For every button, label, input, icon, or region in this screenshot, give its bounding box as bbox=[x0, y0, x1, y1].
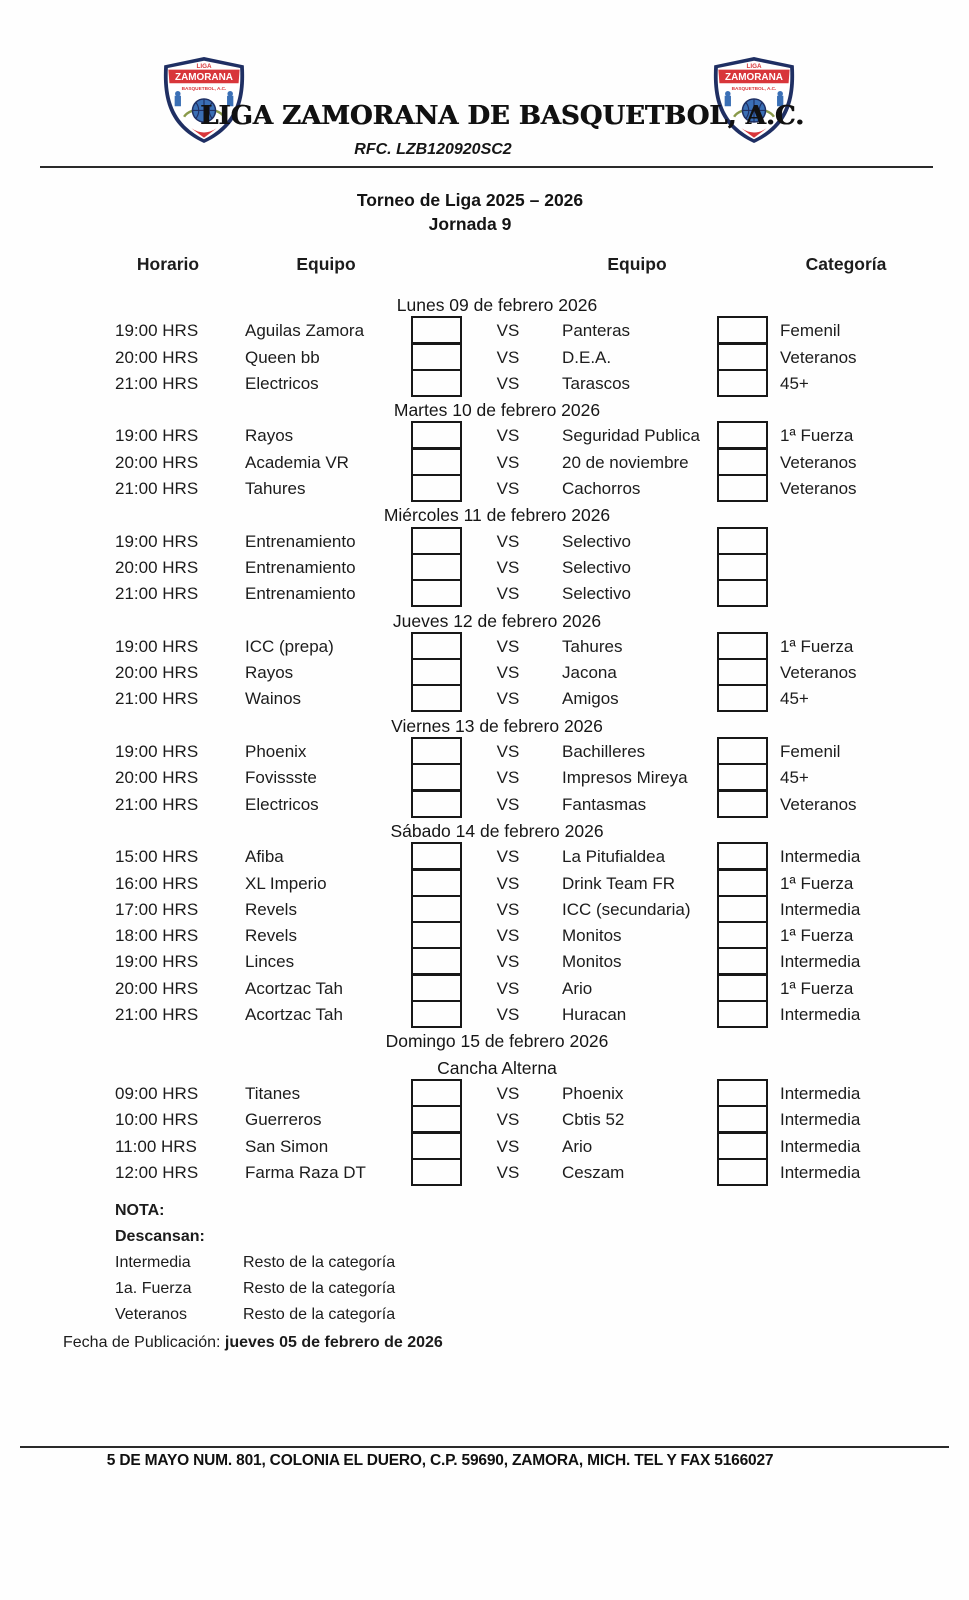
match-category: 45+ bbox=[780, 768, 809, 788]
vs-label: VS bbox=[496, 1136, 520, 1156]
away-score-box bbox=[717, 1105, 768, 1133]
match-row bbox=[0, 371, 969, 397]
home-team: Acortzac Tah bbox=[245, 978, 343, 998]
match-row bbox=[0, 792, 969, 818]
day-date: Miércoles 11 de febrero 2026 bbox=[383, 505, 611, 526]
match-time: 11:00 HRS bbox=[115, 1136, 197, 1156]
svg-text:BASQUETBOL, A.C.: BASQUETBOL, A.C. bbox=[181, 86, 227, 92]
home-team: Phoenix bbox=[245, 742, 307, 762]
svg-text:ZAMORANA: ZAMORANA bbox=[175, 72, 233, 84]
home-score-box bbox=[411, 737, 462, 765]
home-team: Titanes bbox=[245, 1083, 301, 1103]
match-row bbox=[0, 1160, 969, 1186]
vs-label: VS bbox=[496, 689, 520, 709]
match-row bbox=[0, 686, 969, 712]
match-time: 17:00 HRS bbox=[115, 899, 199, 919]
match-category: Intermedia bbox=[780, 899, 861, 919]
home-team: Acortzac Tah bbox=[245, 1005, 343, 1025]
away-team: Selectivo bbox=[562, 531, 631, 551]
day-date: Jueves 12 de febrero 2026 bbox=[392, 610, 602, 631]
away-team: Panteras bbox=[562, 321, 631, 341]
match-time: 19:00 HRS bbox=[115, 636, 199, 656]
home-score-box bbox=[411, 921, 462, 949]
home-team: ICC (prepa) bbox=[245, 636, 334, 656]
home-team: Afiba bbox=[245, 847, 284, 867]
away-score-box bbox=[717, 369, 768, 397]
away-score-box bbox=[717, 947, 768, 975]
away-team: Selectivo bbox=[562, 584, 631, 604]
match-time: 21:00 HRS bbox=[115, 373, 199, 393]
col-header-horario: Horario bbox=[136, 254, 200, 274]
match-category: Intermedia bbox=[780, 1136, 861, 1156]
away-team: Tarascos bbox=[562, 373, 631, 393]
vs-label: VS bbox=[496, 663, 520, 683]
match-time: 18:00 HRS bbox=[115, 926, 199, 946]
day-header-row bbox=[0, 1055, 969, 1081]
match-time: 10:00 HRS bbox=[115, 1110, 199, 1130]
match-row bbox=[0, 660, 969, 686]
away-team: Jacona bbox=[562, 663, 617, 683]
home-team: Guerreros bbox=[245, 1110, 322, 1130]
vs-label: VS bbox=[496, 373, 520, 393]
home-team: Fovissste bbox=[245, 768, 317, 788]
org-name: LIGA ZAMORANA DE BASQUETBOL, A.C. bbox=[200, 101, 805, 131]
match-category: 45+ bbox=[780, 373, 809, 393]
col-header-categoria: Categoría bbox=[805, 254, 887, 274]
match-row bbox=[0, 581, 969, 607]
match-category: Intermedia bbox=[780, 1110, 861, 1130]
away-team: Bachilleres bbox=[562, 742, 646, 762]
home-team: Entrenamiento bbox=[245, 584, 356, 604]
away-team: Ario bbox=[562, 1136, 593, 1156]
away-score-box bbox=[717, 1079, 768, 1107]
publication-label: Fecha de Publicación: bbox=[63, 1334, 221, 1351]
vs-label: VS bbox=[496, 557, 520, 577]
away-team: ICC (secundaria) bbox=[562, 899, 691, 919]
match-row bbox=[0, 555, 969, 581]
away-score-box bbox=[717, 842, 768, 870]
match-time: 19:00 HRS bbox=[115, 531, 199, 551]
home-score-box bbox=[411, 316, 462, 344]
away-score-box bbox=[717, 421, 768, 449]
note-row bbox=[115, 1250, 395, 1276]
away-score-box bbox=[717, 579, 768, 607]
match-category: Intermedia bbox=[780, 1162, 861, 1182]
note-row bbox=[115, 1302, 395, 1328]
away-score-box bbox=[717, 869, 768, 897]
away-score-box bbox=[717, 316, 768, 344]
match-time: 12:00 HRS bbox=[115, 1162, 199, 1182]
vs-label: VS bbox=[496, 531, 520, 551]
away-score-box bbox=[717, 1158, 768, 1186]
away-score-box bbox=[717, 474, 768, 502]
home-score-box bbox=[411, 684, 462, 712]
tournament-title: Torneo de Liga 2025 – 2026 bbox=[356, 190, 584, 210]
match-row bbox=[0, 1002, 969, 1028]
note-category: Intermedia bbox=[115, 1254, 191, 1271]
away-score-box bbox=[717, 684, 768, 712]
svg-text:ZAMORANA: ZAMORANA bbox=[725, 72, 783, 84]
home-score-box bbox=[411, 553, 462, 581]
away-team: Tahures bbox=[562, 636, 623, 656]
home-score-box bbox=[411, 1000, 462, 1028]
day-date: Lunes 09 de febrero 2026 bbox=[396, 295, 598, 315]
day-header-row bbox=[0, 502, 969, 528]
home-score-box bbox=[411, 527, 462, 555]
match-category: 1ª Fuerza bbox=[780, 636, 854, 656]
match-row bbox=[0, 871, 969, 897]
footer-address: 5 DE MAYO NUM. 801, COLONIA EL DUERO, C.P. 59690, ZAMORA, MICH. TEL Y FAX 5166027 bbox=[106, 1452, 774, 1469]
match-category: Intermedia bbox=[780, 952, 861, 972]
away-team: Huracan bbox=[562, 1005, 627, 1025]
note-category: 1a. Fuerza bbox=[115, 1280, 192, 1297]
home-team: Revels bbox=[245, 926, 297, 946]
home-score-box bbox=[411, 448, 462, 476]
away-score-box bbox=[717, 1132, 768, 1160]
match-row bbox=[0, 476, 969, 502]
match-category: Veteranos bbox=[780, 347, 857, 367]
match-time: 20:00 HRS bbox=[115, 663, 199, 683]
match-time: 19:00 HRS bbox=[115, 952, 199, 972]
match-time: 21:00 HRS bbox=[115, 479, 199, 499]
svg-text:BASQUETBOL, A.C.: BASQUETBOL, A.C. bbox=[731, 86, 777, 92]
match-row bbox=[0, 318, 969, 344]
note-text: Resto de la categoría bbox=[243, 1254, 396, 1271]
home-score-box bbox=[411, 763, 462, 791]
home-score-box bbox=[411, 895, 462, 923]
home-team: XL Imperio bbox=[245, 873, 327, 893]
match-category: Femenil bbox=[780, 742, 841, 762]
away-team: Ario bbox=[562, 978, 593, 998]
vs-label: VS bbox=[496, 1083, 520, 1103]
away-score-box bbox=[717, 343, 768, 371]
match-category: 1ª Fuerza bbox=[780, 926, 854, 946]
day-date: Sábado 14 de febrero 2026 bbox=[390, 820, 604, 841]
vs-label: VS bbox=[496, 768, 520, 788]
vs-label: VS bbox=[496, 1005, 520, 1025]
match-row bbox=[0, 1081, 969, 1107]
day-header-row bbox=[0, 292, 969, 318]
vs-label: VS bbox=[496, 742, 520, 762]
note-text: Resto de la categoría bbox=[243, 1306, 396, 1323]
home-score-box bbox=[411, 842, 462, 870]
match-category: Intermedia bbox=[780, 1083, 861, 1103]
match-category: Intermedia bbox=[780, 847, 861, 867]
rfc-number: RFC. LZB120920SC2 bbox=[354, 141, 512, 158]
home-team: Queen bb bbox=[245, 347, 320, 367]
away-score-box bbox=[717, 921, 768, 949]
home-score-box bbox=[411, 421, 462, 449]
note-row bbox=[115, 1276, 395, 1302]
match-time: 09:00 HRS bbox=[115, 1083, 199, 1103]
home-team: Farma Raza DT bbox=[245, 1162, 366, 1182]
match-time: 19:00 HRS bbox=[115, 742, 199, 762]
day-date: Domingo 15 de febrero 2026 bbox=[385, 1031, 609, 1052]
match-row bbox=[0, 897, 969, 923]
schedule-table bbox=[0, 292, 969, 1186]
publication-date: jueves 05 de febrero de 2026 bbox=[224, 1334, 443, 1351]
vs-label: VS bbox=[496, 1162, 520, 1182]
vs-label: VS bbox=[496, 794, 520, 814]
home-score-box bbox=[411, 947, 462, 975]
home-team: Linces bbox=[245, 952, 295, 972]
away-score-box bbox=[717, 632, 768, 660]
day-subtitle: Cancha Alterna bbox=[437, 1057, 557, 1078]
match-time: 15:00 HRS bbox=[115, 847, 199, 867]
away-score-box bbox=[717, 790, 768, 818]
home-team: Entrenamiento bbox=[245, 557, 356, 577]
column-headers bbox=[0, 254, 969, 278]
away-score-box bbox=[717, 527, 768, 555]
home-score-box bbox=[411, 343, 462, 371]
home-score-box bbox=[411, 474, 462, 502]
home-team: Aguilas Zamora bbox=[245, 321, 365, 341]
home-team: Academia VR bbox=[245, 452, 349, 472]
home-score-box bbox=[411, 369, 462, 397]
match-category: 1ª Fuerza bbox=[780, 873, 854, 893]
vs-label: VS bbox=[496, 926, 520, 946]
vs-label: VS bbox=[496, 426, 520, 446]
match-row bbox=[0, 949, 969, 975]
match-row bbox=[0, 923, 969, 949]
footer-divider bbox=[20, 1446, 949, 1448]
home-score-box bbox=[411, 869, 462, 897]
match-row bbox=[0, 844, 969, 870]
home-score-box bbox=[411, 1132, 462, 1160]
vs-label: VS bbox=[496, 847, 520, 867]
svg-text:LIGA: LIGA bbox=[746, 63, 762, 71]
match-row bbox=[0, 765, 969, 791]
away-team: 20 de noviembre bbox=[562, 452, 689, 472]
match-category: Veteranos bbox=[780, 452, 857, 472]
away-score-box bbox=[717, 448, 768, 476]
match-category: Veteranos bbox=[780, 479, 857, 499]
match-time: 21:00 HRS bbox=[115, 584, 199, 604]
vs-label: VS bbox=[496, 1110, 520, 1130]
vs-label: VS bbox=[496, 636, 520, 656]
home-score-box bbox=[411, 1158, 462, 1186]
match-row bbox=[0, 634, 969, 660]
match-category: 1ª Fuerza bbox=[780, 978, 854, 998]
day-date: Viernes 13 de febrero 2026 bbox=[391, 715, 603, 736]
home-team: Electricos bbox=[245, 373, 319, 393]
match-category: Veteranos bbox=[780, 663, 857, 683]
home-score-box bbox=[411, 1079, 462, 1107]
away-score-box bbox=[717, 974, 768, 1002]
home-score-box bbox=[411, 658, 462, 686]
vs-label: VS bbox=[496, 873, 520, 893]
col-header-equipo-home: Equipo bbox=[296, 254, 356, 274]
vs-label: VS bbox=[496, 978, 520, 998]
match-time: 19:00 HRS bbox=[115, 426, 199, 446]
jornada-title: Jornada 9 bbox=[428, 214, 512, 234]
match-row bbox=[0, 1107, 969, 1133]
away-team: Drink Team FR bbox=[562, 873, 676, 893]
match-row bbox=[0, 529, 969, 555]
match-category: Veteranos bbox=[780, 794, 857, 814]
away-score-box bbox=[717, 658, 768, 686]
vs-label: VS bbox=[496, 584, 520, 604]
vs-label: VS bbox=[496, 452, 520, 472]
away-team: Amigos bbox=[562, 689, 619, 709]
match-row bbox=[0, 345, 969, 371]
home-score-box bbox=[411, 974, 462, 1002]
day-header-row bbox=[0, 397, 969, 423]
match-time: 20:00 HRS bbox=[115, 452, 199, 472]
note-title: NOTA: bbox=[115, 1202, 165, 1219]
away-team: D.E.A. bbox=[562, 347, 612, 367]
vs-label: VS bbox=[496, 321, 520, 341]
home-team: Tahures bbox=[245, 479, 306, 499]
home-team: Entrenamiento bbox=[245, 531, 356, 551]
home-team: Rayos bbox=[245, 663, 294, 683]
vs-label: VS bbox=[496, 347, 520, 367]
match-category: 1ª Fuerza bbox=[780, 426, 854, 446]
away-team: Cbtis 52 bbox=[562, 1110, 625, 1130]
match-time: 20:00 HRS bbox=[115, 347, 199, 367]
note-category: Veteranos bbox=[115, 1306, 188, 1323]
home-score-box bbox=[411, 1105, 462, 1133]
match-time: 21:00 HRS bbox=[115, 689, 199, 709]
day-header-row bbox=[0, 1028, 969, 1054]
home-team: Rayos bbox=[245, 426, 294, 446]
away-team: Phoenix bbox=[562, 1083, 624, 1103]
match-category: 45+ bbox=[780, 689, 809, 709]
away-score-box bbox=[717, 895, 768, 923]
match-time: 20:00 HRS bbox=[115, 557, 199, 577]
day-header-row bbox=[0, 818, 969, 844]
away-team: Seguridad Publica bbox=[562, 426, 700, 446]
home-team: Wainos bbox=[245, 689, 302, 709]
col-header-equipo-away: Equipo bbox=[607, 254, 667, 274]
away-score-box bbox=[717, 1000, 768, 1028]
note-subtitle: Descansan: bbox=[115, 1228, 205, 1245]
home-team: Revels bbox=[245, 899, 297, 919]
svg-text:LIGA: LIGA bbox=[196, 63, 212, 71]
header-divider bbox=[40, 166, 933, 168]
day-header-row bbox=[0, 608, 969, 634]
away-team: Monitos bbox=[562, 952, 622, 972]
vs-label: VS bbox=[496, 899, 520, 919]
home-score-box bbox=[411, 579, 462, 607]
match-category: Intermedia bbox=[780, 1005, 861, 1025]
note-text: Resto de la categoría bbox=[243, 1280, 396, 1297]
day-date: Martes 10 de febrero 2026 bbox=[393, 400, 601, 421]
away-team: La Pitufialdea bbox=[562, 847, 666, 867]
away-team: Monitos bbox=[562, 926, 622, 946]
match-row bbox=[0, 450, 969, 476]
vs-label: VS bbox=[496, 479, 520, 499]
away-team: Ceszam bbox=[562, 1162, 625, 1182]
away-score-box bbox=[717, 737, 768, 765]
match-time: 21:00 HRS bbox=[115, 1005, 199, 1025]
match-category: Femenil bbox=[780, 321, 841, 341]
match-row bbox=[0, 423, 969, 449]
match-time: 20:00 HRS bbox=[115, 768, 199, 788]
match-row bbox=[0, 976, 969, 1002]
day-header-row bbox=[0, 713, 969, 739]
match-time: 20:00 HRS bbox=[115, 978, 199, 998]
away-team: Selectivo bbox=[562, 557, 631, 577]
publication-date-line bbox=[63, 1334, 443, 1352]
away-team: Impresos Mireya bbox=[562, 768, 688, 788]
match-row bbox=[0, 1134, 969, 1160]
document-title bbox=[0, 188, 940, 236]
home-team: Electricos bbox=[245, 794, 319, 814]
home-score-box bbox=[411, 790, 462, 818]
vs-label: VS bbox=[496, 952, 520, 972]
match-time: 19:00 HRS bbox=[115, 321, 199, 341]
away-score-box bbox=[717, 763, 768, 791]
home-score-box bbox=[411, 632, 462, 660]
match-time: 16:00 HRS bbox=[115, 873, 199, 893]
away-team: Cachorros bbox=[562, 479, 641, 499]
notes-section bbox=[115, 1198, 395, 1328]
away-score-box bbox=[717, 553, 768, 581]
away-team: Fantasmas bbox=[562, 794, 647, 814]
match-row bbox=[0, 739, 969, 765]
home-team: San Simon bbox=[245, 1136, 329, 1156]
match-time: 21:00 HRS bbox=[115, 794, 199, 814]
